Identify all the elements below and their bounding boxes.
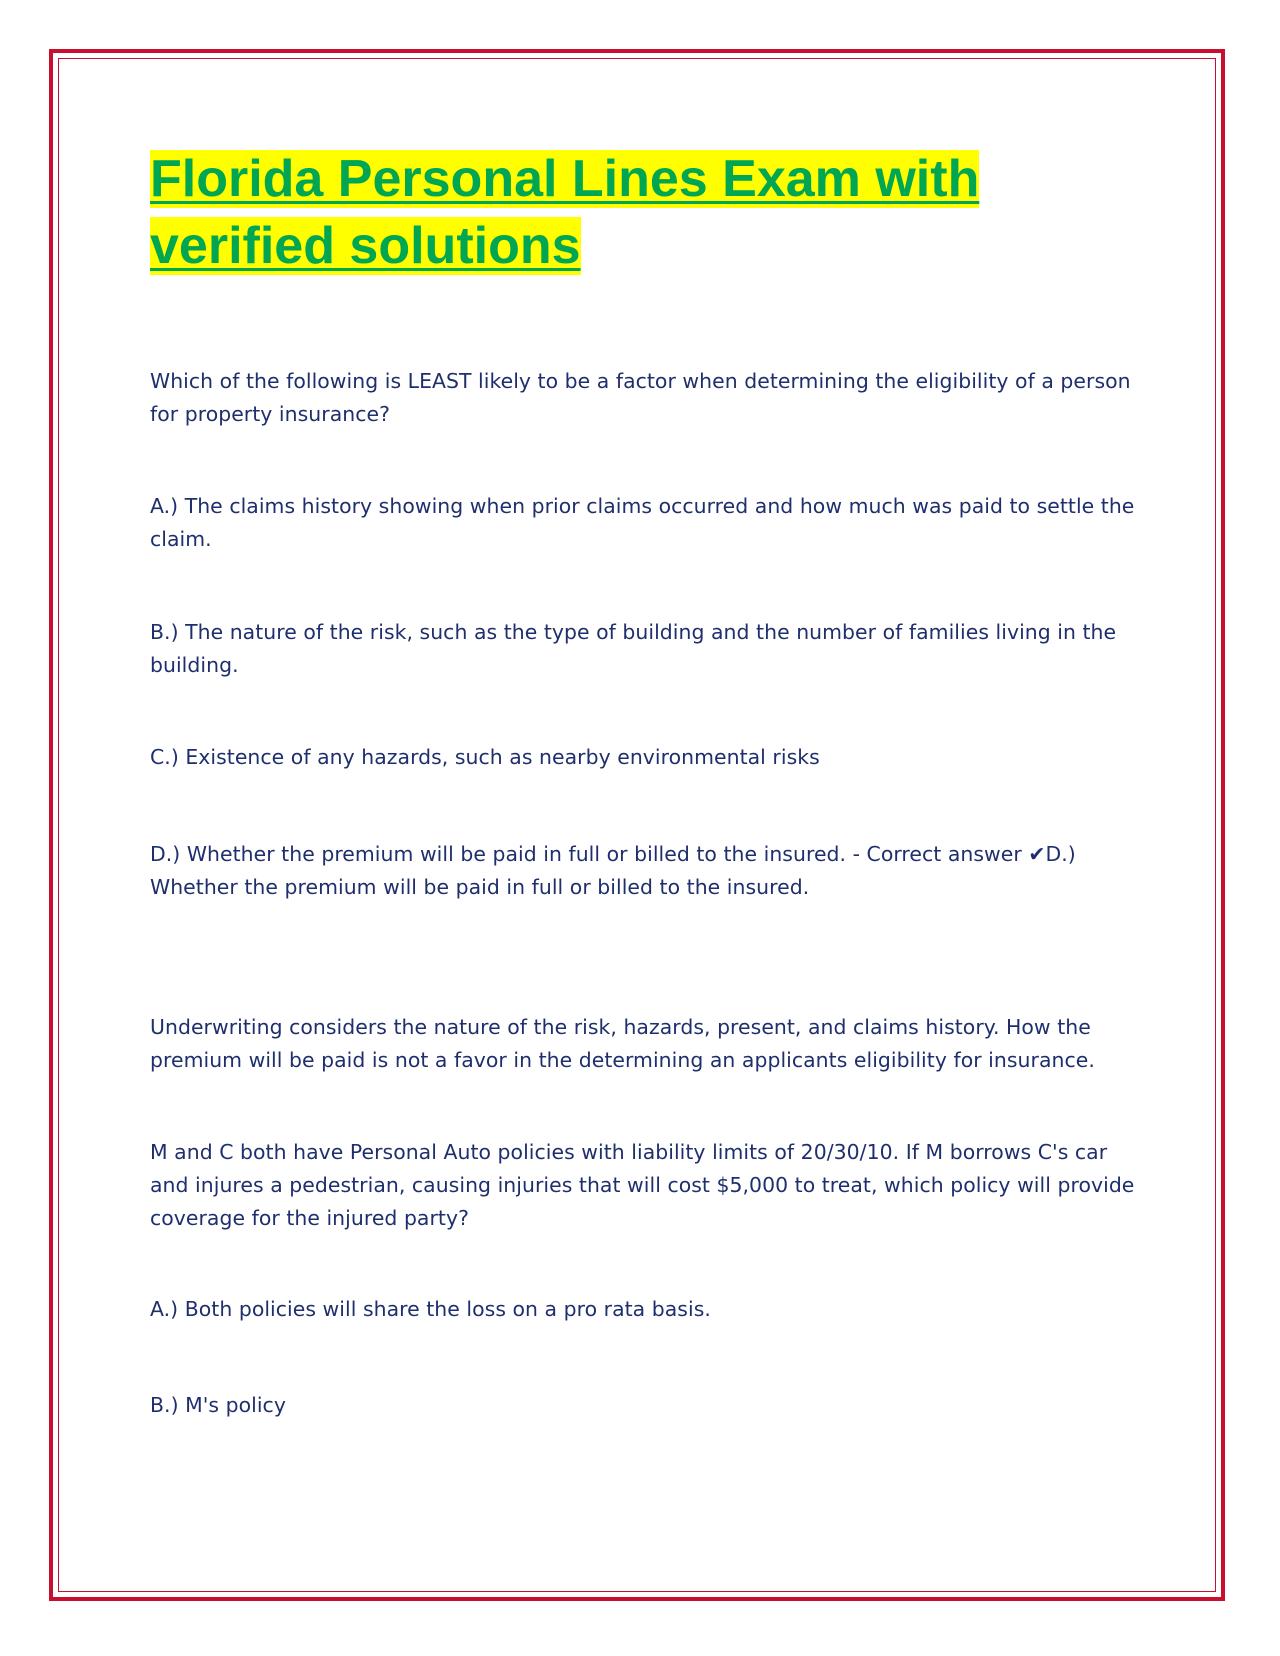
q1-option-b: B.) The nature of the risk, such as the type of building and the number of families living in the building.: [150, 620, 1117, 677]
q1-option-a: A.) The claims history showing when prior claims occurred and how much was paid to settle the claim.: [150, 494, 1135, 551]
title-line-1: Florida Personal Lines Exam with: [150, 150, 980, 208]
q1-option-c: C.) Existence of any hazards, such as nearby environmental risks: [150, 745, 820, 769]
page-border: [49, 49, 1225, 1601]
q1-explanation: Underwriting considers the nature of the risk, hazards, present, and claims history. How the premium will be paid is not a favor in the determining an applicants eligibility for insurance.: [150, 1015, 1095, 1072]
page-border-inner: [58, 58, 1216, 1592]
q1-option-d-answer: D.) Whether the premium will be paid in full or billed to the insured. - Correct answer ✔D.) Whether the premium will be paid in full or billed to the insured.: [150, 842, 1076, 899]
q2-option-a: A.) Both policies will share the loss on a pro rata basis.: [150, 1297, 711, 1321]
title-line-2: verified solutions: [150, 217, 581, 275]
q2-option-b: B.) M's policy: [150, 1393, 286, 1417]
document-title: [150, 146, 1070, 280]
q2-question: M and C both have Personal Auto policies with liability limits of 20/30/10. If M borrows C's car and injures a pedestrian, causing injuries that will cost $5,000 to treat, which policy will provide coverage for the injured party?: [150, 1140, 1135, 1230]
q1-question: Which of the following is LEAST likely to be a factor when determining the eligibility of a person for property insurance?: [150, 369, 1131, 426]
